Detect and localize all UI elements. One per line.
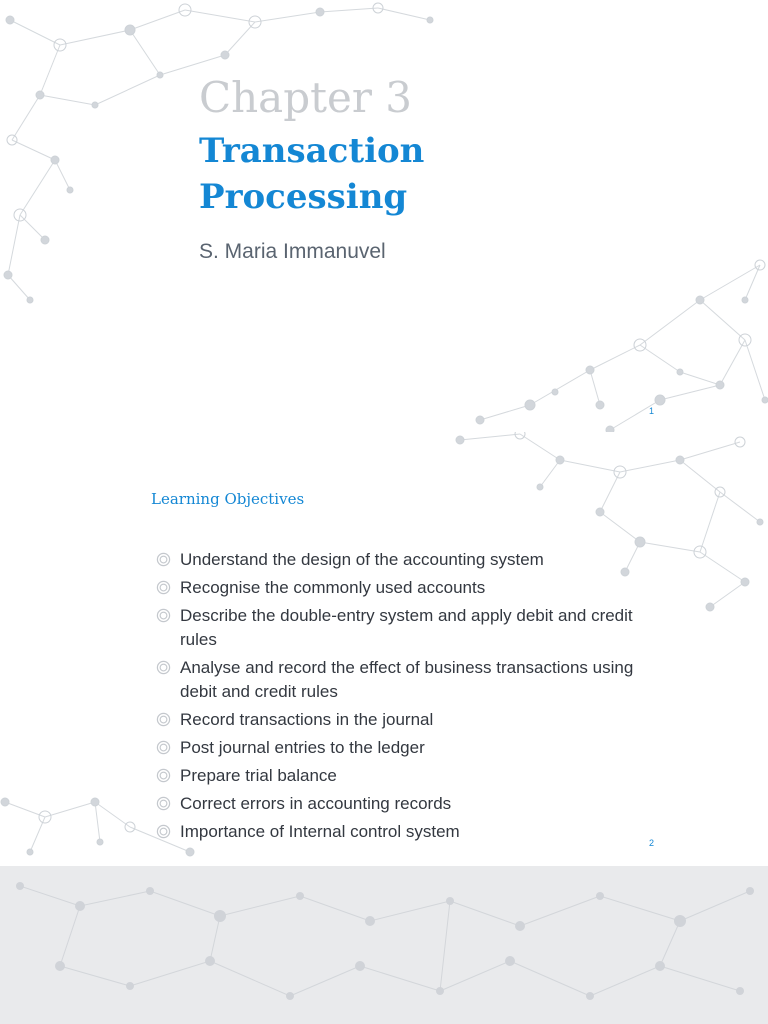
objective-text: Understand the design of the accounting system <box>180 550 544 569</box>
page-number: 1 <box>649 406 655 416</box>
concentric-circle-bullet-icon <box>156 608 171 623</box>
objective-text: Correct errors in accounting records <box>180 794 452 813</box>
objective-text: Recognise the commonly used accounts <box>180 578 486 597</box>
list-item <box>156 736 636 760</box>
objective-text: Describe the double-entry system and apply debit and credit rules <box>180 606 633 649</box>
objectives-list <box>156 548 636 848</box>
concentric-circle-bullet-icon <box>156 552 171 567</box>
section-heading: Learning Objectives <box>151 490 305 508</box>
list-item <box>156 656 636 704</box>
network-pattern-decoration <box>0 866 768 1024</box>
concentric-circle-bullet-icon <box>156 712 171 727</box>
concentric-circle-bullet-icon <box>156 796 171 811</box>
list-item <box>156 708 636 732</box>
objective-text: Importance of Internal control system <box>180 822 460 841</box>
list-item <box>156 604 636 652</box>
concentric-circle-bullet-icon <box>156 660 171 675</box>
objective-text: Record transactions in the journal <box>180 710 434 729</box>
concentric-circle-bullet-icon <box>156 740 171 755</box>
concentric-circle-bullet-icon <box>156 580 171 595</box>
list-item <box>156 792 636 816</box>
list-item <box>156 548 636 572</box>
concentric-circle-bullet-icon <box>156 824 171 839</box>
objective-text: Prepare trial balance <box>180 766 337 785</box>
list-item <box>156 576 636 600</box>
title-slide <box>0 0 768 432</box>
concentric-circle-bullet-icon <box>156 768 171 783</box>
list-item <box>156 820 636 844</box>
objective-text: Analyse and record the effect of business transactions using debit and credit rules <box>180 658 634 701</box>
objective-text: Post journal entries to the ledger <box>180 738 425 757</box>
author-name: S. Maria Immanuvel <box>199 240 386 263</box>
chapter-title: Transaction Processing <box>199 131 425 217</box>
objectives-slide <box>0 432 768 866</box>
page-number: 2 <box>649 838 655 848</box>
next-slide-background <box>0 866 768 1024</box>
list-item <box>156 764 636 788</box>
chapter-label: Chapter 3 <box>199 73 412 122</box>
